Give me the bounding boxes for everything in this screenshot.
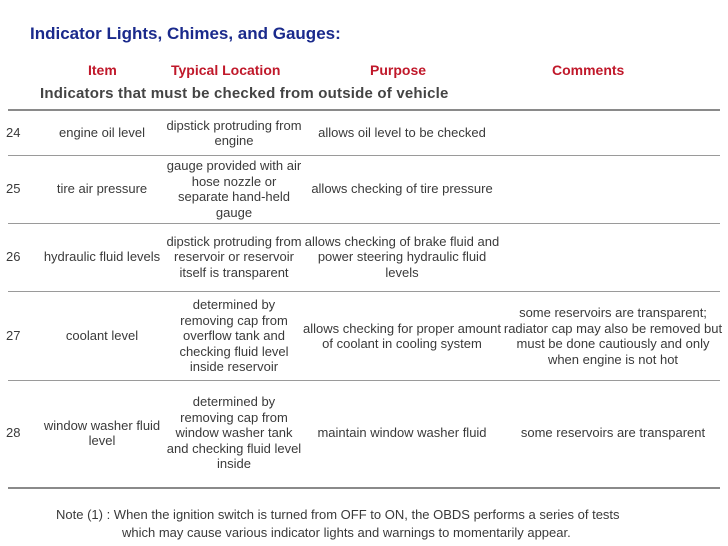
row-number: 26 (6, 249, 21, 265)
table-row (0, 225, 728, 289)
row-location: gauge provided with air hose nozzle or separate hand-held gauge (166, 158, 302, 220)
footnote-line-1: Note (1) : When the ignition switch is turned from OFF to ON, the OBDS performs a series of tests (56, 507, 620, 522)
row-purpose: allows checking of brake fluid and power steering hydraulic fluid levels (304, 233, 500, 280)
table-row (0, 293, 728, 379)
row-comments (503, 225, 723, 289)
row-number: 25 (6, 181, 21, 197)
row-location: determined by removing cap from overflow tank and checking fluid level inside reservoir (179, 297, 289, 375)
row-purpose: allows checking for proper amount of coolant in cooling system (303, 320, 501, 351)
row-comments (503, 156, 723, 222)
table-divider (8, 291, 720, 292)
table-row (0, 156, 728, 222)
row-number: 24 (6, 125, 21, 141)
column-header-comments: Comments (552, 62, 625, 78)
row-purpose: maintain window washer fluid (317, 425, 487, 441)
row-item: engine oil level (58, 125, 145, 141)
row-item: tire air pressure (56, 181, 148, 197)
row-number: 28 (6, 425, 21, 441)
column-header-purpose: Purpose (370, 62, 427, 78)
row-number: 27 (6, 328, 21, 344)
row-item: coolant level (65, 328, 139, 344)
row-item: window washer fluid level (43, 417, 161, 448)
row-purpose: allows oil level to be checked (318, 125, 486, 141)
table-divider (8, 223, 720, 224)
page-title: Indicator Lights, Chimes, and Gauges: (30, 24, 341, 43)
row-location: determined by removing cap from window washer tank and checking fluid level inside (166, 394, 302, 472)
footnote (56, 506, 706, 542)
row-item: hydraulic fluid levels (43, 249, 161, 265)
table-divider (8, 380, 720, 381)
footnote-line-2: which may cause various indicator lights and warnings to momentarily appear. (122, 525, 571, 540)
column-header-location: Typical Location (171, 62, 281, 78)
table-divider (8, 487, 720, 489)
row-purpose: allows checking of tire pressure (311, 181, 493, 197)
table-row (0, 112, 728, 154)
row-location: dipstick protruding from reservoir or reservoir itself is transparent (166, 233, 302, 280)
row-comments (503, 112, 723, 154)
row-location: dipstick protruding from engine (166, 117, 302, 148)
row-comments: some reservoirs are transparent (520, 425, 706, 441)
row-comments: some reservoirs are transparent; radiator cap may also be removed but must be done cautiously and only when engine is not hot (503, 305, 723, 367)
section-heading: Indicators that must be checked from outside of vehicle (40, 85, 449, 102)
table-row (0, 385, 728, 481)
table-divider (8, 109, 720, 111)
column-header-item: Item (88, 62, 117, 78)
